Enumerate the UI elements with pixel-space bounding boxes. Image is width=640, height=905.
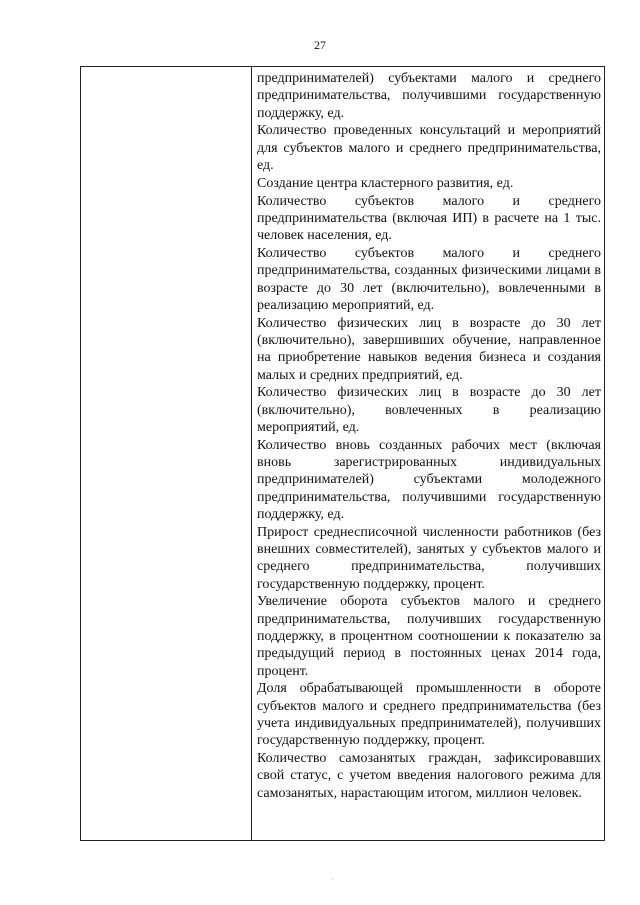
scan-speck: ˙ bbox=[331, 877, 334, 886]
table-right-cell bbox=[257, 70, 601, 802]
indicator-paragraph: Создание центра кластерного развития, ед. bbox=[257, 175, 514, 191]
indicator-paragraph: Увеличение оборота субъектов малого и среднего предпринимательства, получивших государственную поддержку, в процентном соотношении к показателю за предыдущий период в постоянных ценах 2014 года, процент. bbox=[257, 594, 601, 679]
indicator-paragraph: Количество вновь созданных рабочих мест (включая вновь зарегистрированных индивидуальных предпринимателей) субъектами молодежного предпринимательства, получившими государственную поддержку, ед. bbox=[257, 437, 601, 522]
indicator-paragraph: Количество субъектов малого и среднего предпринимательства (включая ИП) в расчете на 1 тыс. человек населения, ед. bbox=[257, 193, 601, 244]
indicator-paragraph: Количество физических лиц в возрасте до 30 лет (включительно), вовлеченных в реализацию мероприятий, ед. bbox=[257, 385, 601, 435]
indicator-paragraph: предпринимателей) субъектами малого и среднего предпринимательства, получившими государственную поддержку, ед. bbox=[257, 71, 601, 121]
page-number: 27 bbox=[314, 38, 326, 52]
indicator-paragraph: Доля обрабатывающей промышленности в обороте субъектов малого и среднего предпринимательства (без учета индивидуальных предпринимателей), получивших государственную поддержку, процент. bbox=[257, 681, 601, 749]
indicator-paragraph: Количество субъектов малого и среднего предпринимательства, созданных физическими лицами в возрасте до 30 лет (включительно), вовлеченными в реализацию мероприятий, ед. bbox=[257, 245, 601, 313]
table-left-cell bbox=[81, 67, 252, 840]
indicator-paragraph: Количество проведенных консультаций и мероприятий для субъектов малого и среднего предпринимательства, ед. bbox=[257, 123, 601, 173]
indicators-table bbox=[80, 66, 605, 841]
indicator-paragraph: Прирост среднесписочной численности работников (без внешних совместителей), занятых у субъектов малого и среднего предпринимательства, получивших государственную поддержку, процент. bbox=[257, 524, 601, 592]
indicator-paragraph: Количество самозанятых граждан, зафиксировавших свой статус, с учетом введения налогового режима для самозанятых, нарастающим итогом, миллион человек. bbox=[257, 751, 601, 801]
indicator-paragraph: Количество физических лиц в возрасте до 30 лет (включительно), завершивших обучение, направленное на приобретение навыков ведения бизнеса и создания малых и средних предприятий, ед. bbox=[257, 315, 601, 383]
